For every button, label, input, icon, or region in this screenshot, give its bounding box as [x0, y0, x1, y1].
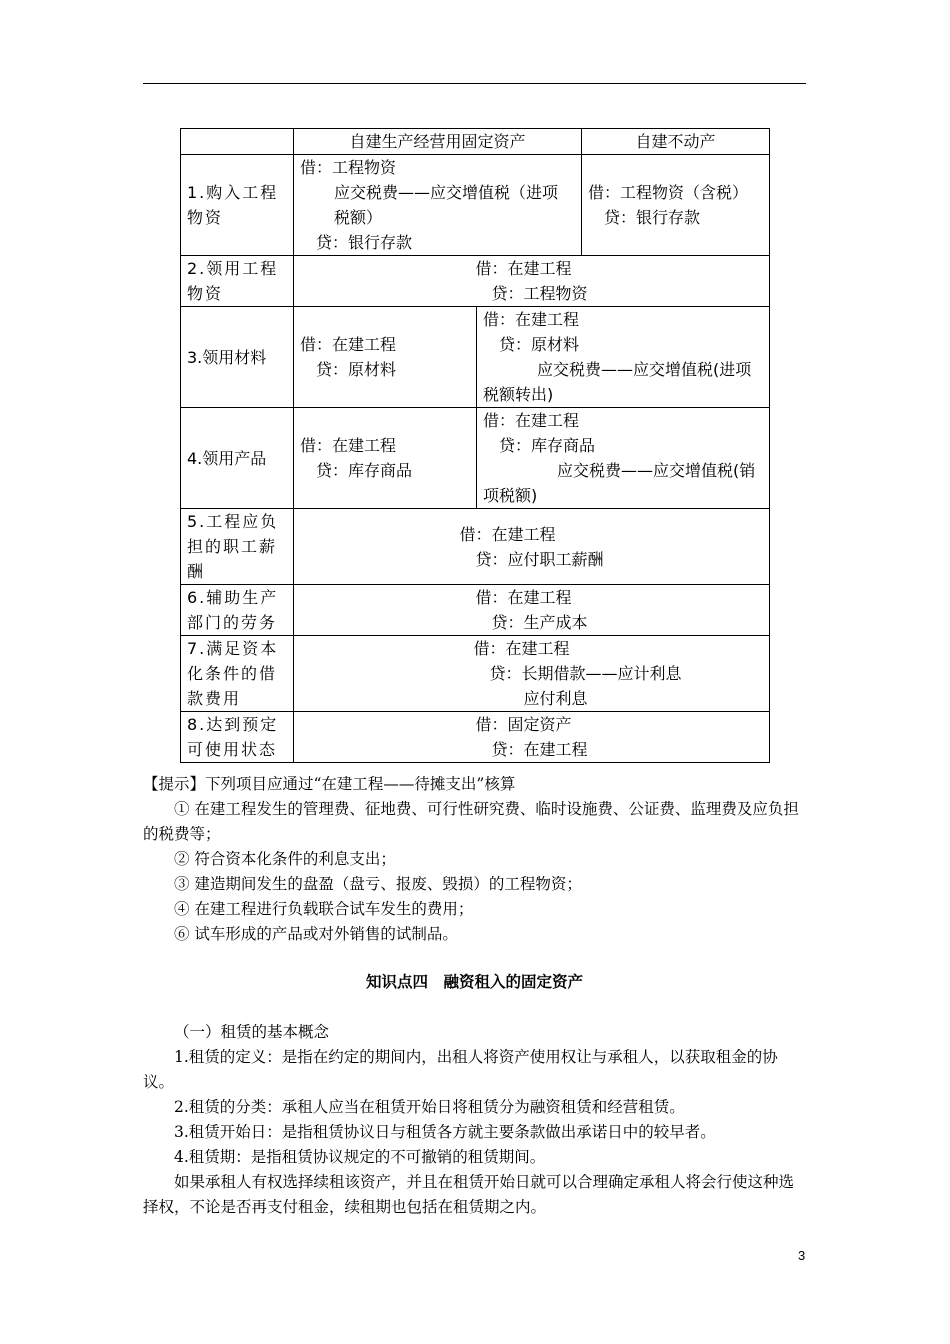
entry-line: 贷：在建工程 — [491, 740, 588, 759]
paragraph: 3.租赁开始日：是指租赁协议日与租赁各方就主要条款做出承诺日中的较早者。 — [174, 1123, 716, 1141]
entry-production — [294, 408, 477, 509]
header-production-assets: 自建生产经营用固定资产 — [294, 129, 582, 155]
entry-line: 借：在建工程 — [483, 411, 580, 430]
table-header-row — [181, 129, 770, 155]
entry-line: 贷：工程物资 — [491, 284, 588, 303]
table-row — [181, 585, 770, 636]
entry-line: 贷：库存商品 — [316, 461, 413, 480]
entry-line: 应付利息 — [523, 689, 588, 708]
entry-real-estate — [477, 307, 770, 408]
entry-production — [294, 307, 477, 408]
page-number: 3 — [798, 1248, 806, 1263]
paragraph: 2.租赁的分类：承租人应当在租赁开始日将租赁分为融资租赁和经营租赁。 — [174, 1098, 685, 1116]
section-subheading: （一）租赁的基本概念 — [174, 1023, 330, 1041]
paragraph: 4.租赁期：是指租赁协议规定的不可撤销的租赁期间。 — [174, 1148, 546, 1166]
entry-line: 贷：银行存款 — [604, 208, 701, 227]
row-label: 7.满足资本化条件的借款费用 — [181, 636, 294, 712]
paragraph: 如果承租人有权选择续租该资产，并且在租赁开始日就可以合理确定承租人将会行使这种选择权，不论是否再支付租金，续租期也包括在租赁期之内。 — [143, 1173, 795, 1216]
table-row — [181, 307, 770, 408]
tip-block — [143, 772, 806, 947]
row-label: 1.购入工程物资 — [181, 155, 294, 256]
entry-line: 借：在建工程 — [300, 335, 397, 354]
row-label: 3.领用材料 — [181, 307, 294, 408]
row-label: 2.领用工程物资 — [181, 256, 294, 307]
entry-line: 税额转出) — [483, 385, 554, 404]
entry-line: 应交税费——应交增值税（进项 — [334, 183, 559, 202]
entry-merged — [294, 712, 770, 763]
tip-item: ④ 在建工程进行负载联合试车发生的费用； — [174, 900, 474, 918]
accounting-table — [180, 128, 770, 763]
entry-line: 应交税费——应交增值税(进项 — [537, 360, 752, 379]
entry-real-estate — [582, 155, 770, 256]
row-label: 5.工程应负担的职工薪酬 — [181, 509, 294, 585]
entry-real-estate — [477, 408, 770, 509]
section-title: 知识点四 融资租入的固定资产 — [365, 973, 583, 991]
entry-merged — [294, 585, 770, 636]
entry-line: 应交税费——应交增值税(销 — [557, 461, 756, 480]
entry-line: 贷：生产成本 — [491, 613, 588, 632]
entry-line: 贷：原材料 — [499, 335, 580, 354]
entry-line: 借：在建工程 — [475, 259, 572, 278]
entry-line: 借：在建工程 — [473, 639, 570, 658]
entry-merged — [294, 256, 770, 307]
tip-item: ③ 建造期间发生的盘盈（盘亏、报废、毁损）的工程物资； — [174, 875, 582, 893]
entry-merged — [294, 636, 770, 712]
entry-production — [294, 155, 582, 256]
entry-line: 税额） — [334, 208, 383, 227]
tip-item: ⑥ 试车形成的产品或对外销售的试制品。 — [174, 925, 458, 943]
table-row — [181, 712, 770, 763]
row-label: 4.领用产品 — [181, 408, 294, 509]
entry-line: 借：固定资产 — [475, 715, 572, 734]
entry-line: 贷：库存商品 — [499, 436, 596, 455]
entry-line: 项税额) — [483, 486, 538, 505]
entry-line: 贷：应付职工薪酬 — [475, 549, 604, 569]
table-row — [181, 408, 770, 509]
entry-line: 贷：原材料 — [316, 360, 397, 379]
table-row — [181, 256, 770, 307]
row-label: 8.达到预定可使用状态 — [181, 712, 294, 763]
tip-heading: 【提示】下列项目应通过“在建工程——待摊支出”核算 — [143, 775, 516, 793]
header-real-estate: 自建不动产 — [582, 129, 770, 155]
entry-line: 贷：银行存款 — [316, 233, 413, 252]
table-row — [181, 636, 770, 712]
entry-line: 贷：长期借款——应计利息 — [489, 664, 682, 683]
entry-line: 借：在建工程 — [475, 588, 572, 607]
entry-merged — [294, 509, 770, 585]
entry-line: 借：工程物资 — [300, 158, 397, 177]
tip-item: ① 在建工程发生的管理费、征地费、可行性研究费、临时设施费、公证费、监理费及应负担的税费等； — [143, 800, 799, 843]
row-label: 6.辅助生产部门的劳务 — [181, 585, 294, 636]
entry-line: 借：在建工程 — [483, 310, 580, 329]
table-row — [181, 509, 770, 585]
table-row — [181, 155, 770, 256]
section-block — [143, 970, 806, 1220]
tip-item: ② 符合资本化条件的利息支出； — [174, 850, 396, 868]
entry-line: 借：在建工程 — [459, 524, 556, 544]
header-empty-cell — [181, 129, 294, 155]
header-rule — [143, 83, 806, 84]
paragraph: 1.租赁的定义：是指在约定的期间内，出租人将资产使用权让与承租人，以获取租金的协议。 — [143, 1048, 778, 1091]
entry-line: 借：工程物资（含税） — [588, 183, 749, 202]
entry-line: 借：在建工程 — [300, 436, 397, 455]
